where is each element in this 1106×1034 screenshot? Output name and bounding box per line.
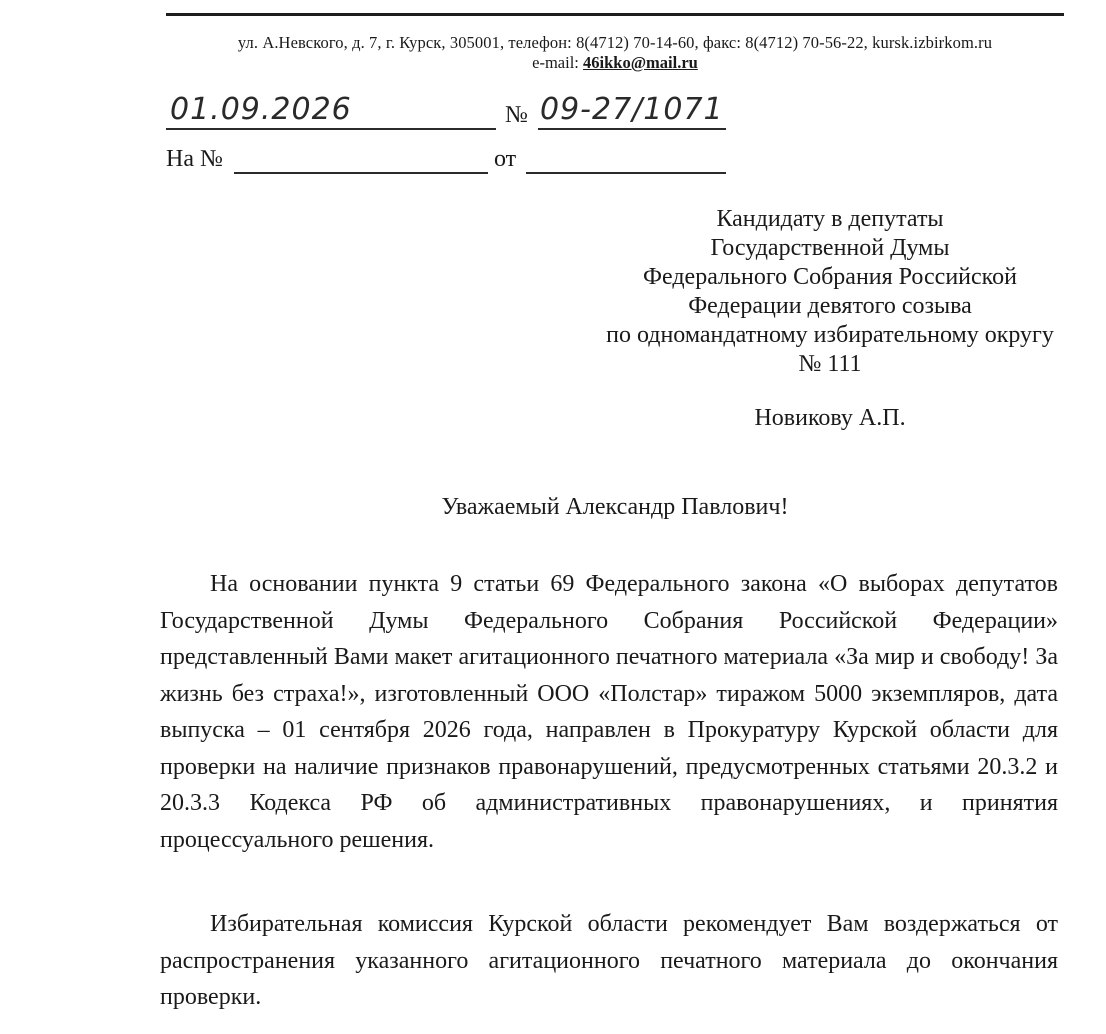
reply-number-label: На № [166,146,223,172]
letterhead-address: ул. А.Невского, д. 7, г. Курск, 305001, телефон: 8(4712) 70-14-60, факс: 8(4712) 70-56-22, kursk.izbirkom.ru [237,33,993,52]
letterhead-rule [166,13,1064,16]
reply-number-underline [234,172,488,174]
handwritten-date: 01.09.2026 [170,92,352,127]
body-paragraph-1: На основании пункта 9 статьи 69 Федерального закона «О выборах депутатов Государственной Думы Федерального Собрания Российской Федерации» представленный Вами макет агитационного печатного материала «За мир и свободу! За жизнь без страха!», изготовленный ООО «Полстар» тиражом 5000 экземпляров, дата выпуска – 01 сентября 2026 года, направлен в Прокуратуру Курской области для проверки на наличие признаков правонарушений, предусмотренных статьями 20.3.2 и 20.3.3 Кодекса РФ об административных правонарушениях, и принятия процессуального решения. [160,571,1058,853]
reply-from-underline [526,172,726,174]
addressee-name: Новикову А.П. [754,405,906,431]
reply-from-label: от [494,146,517,172]
addressee-line: № 111 [798,351,862,377]
email-label: e-mail: [532,53,584,72]
letterhead-email [166,53,1064,73]
handwritten-number: 09-27/1071 [540,92,724,127]
greeting: Уважаемый Александр Павлович! [441,494,789,520]
date-underline [166,128,496,130]
number-underline [538,128,726,130]
addressee-line: Государственной Думы [710,235,950,261]
number-label: № [505,102,528,128]
addressee-line: Федерального Собрания Российской [643,264,1017,290]
email-link[interactable]: 46ikko@mail.ru [583,53,698,72]
addressee-line: по одномандатному избирательному округу [606,322,1054,348]
addressee-block [560,205,1100,379]
addressee-line: Кандидату в депутаты [716,206,944,232]
body-paragraph-2: Избирательная комиссия Курской области рекомендует Вам воздержаться от распространения указанного агитационного печатного материала до окончания проверки. [160,911,1058,1010]
addressee-line: Федерации девятого созыва [688,293,972,319]
